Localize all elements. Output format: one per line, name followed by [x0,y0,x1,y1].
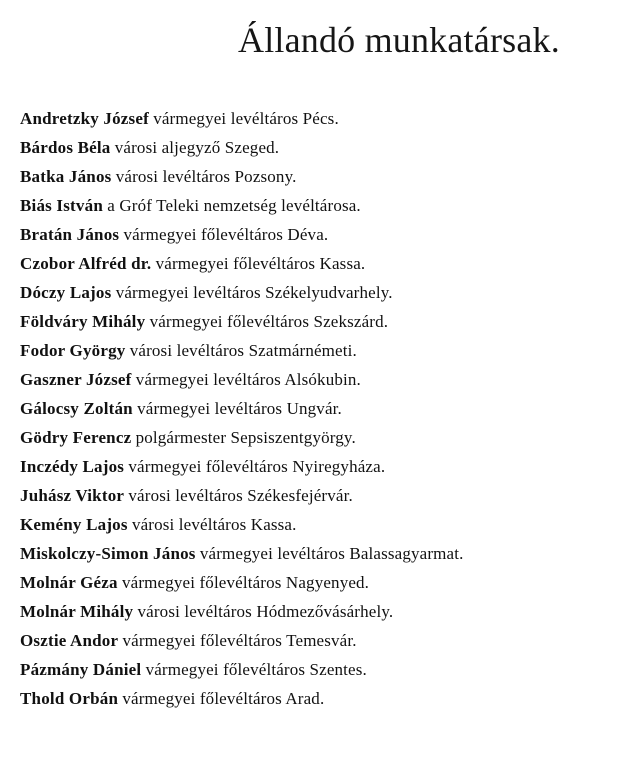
list-item [20,481,632,510]
contributor-name: Gálocsy Zoltán [20,399,133,418]
contributor-name: Fodor György [20,341,126,360]
contributor-role-location: vármegyei levéltáros Alsókubin. [135,370,361,389]
contributor-role-location: vármegyei levéltáros Balassagyarmat. [199,544,464,563]
list-item [20,568,632,597]
list-item [20,162,632,191]
list-item [20,423,632,452]
list-item [20,626,632,655]
contributor-role-location: városi levéltáros Pozsony. [115,167,297,186]
list-item [20,394,632,423]
list-item [20,220,632,249]
list-item [20,278,632,307]
contributors-list [20,104,632,713]
contributor-name: Földváry Mihály [20,312,146,331]
contributor-role-location: vármegyei főlevéltáros Nagyenyed. [121,573,370,592]
contributor-name: Batka János [20,167,112,186]
contributor-role-location: polgármester Sepsiszentgyörgy. [135,428,356,447]
page-title: Állandó munkatársak. [238,20,560,60]
contributor-role-location: vármegyei levéltáros Ungvár. [137,399,342,418]
contributor-name: Juhász Viktor [20,486,125,505]
contributor-name: Thold Orbán [20,689,119,708]
list-item [20,655,632,684]
contributor-name: Andretzky József [20,109,149,128]
contributor-name: Kemény Lajos [20,515,128,534]
contributor-role-location: vármegyei levéltáros Pécs. [153,109,339,128]
contributor-role-location: városi levéltáros Szatmárnémeti. [129,341,357,360]
contributor-role-location: vármegyei levéltáros Székelyudvarhely. [115,283,393,302]
contributor-name: Inczédy Lajos [20,457,125,476]
contributor-role-location: a Gróf Teleki nemzetség levéltárosa. [107,196,361,215]
contributor-role-location: vármegyei főlevéltáros Temesvár. [122,631,357,650]
list-item [20,510,632,539]
list-item [20,249,632,278]
contributor-role-location: városi levéltáros Székesfejérvár. [128,486,353,505]
contributor-name: Biás István [20,196,103,215]
contributor-role-location: városi aljegyző Szeged. [114,138,280,157]
contributor-name: Pázmány Dániel [20,660,142,679]
contributor-name: Dóczy Lajos [20,283,112,302]
contributor-role-location: vármegyei főlevéltáros Nyiregyháza. [128,457,386,476]
contributor-role-location: vármegyei főlevéltáros Szekszárd. [149,312,389,331]
list-item [20,133,632,162]
contributor-name: Bratán János [20,225,120,244]
list-item [20,539,632,568]
contributor-role-location: városi levéltáros Hódmezővásárhely. [137,602,394,621]
list-item [20,684,632,713]
contributor-role-location: vármegyei főlevéltáros Kassa. [155,254,366,273]
contributor-name: Molnár Mihály [20,602,134,621]
list-item [20,597,632,626]
list-item [20,104,632,133]
contributor-role-location: vármegyei főlevéltáros Szentes. [145,660,367,679]
contributor-role-location: városi levéltáros Kassa. [131,515,297,534]
contributor-name: Czobor Alfréd dr. [20,254,152,273]
list-item [20,452,632,481]
contributor-name: Osztie Andor [20,631,119,650]
contributor-name: Gödry Ferencz [20,428,132,447]
list-item [20,191,632,220]
list-item [20,336,632,365]
contributor-name: Gaszner József [20,370,132,389]
contributor-name: Bárdos Béla [20,138,111,157]
contributor-role-location: vármegyei főlevéltáros Arad. [122,689,325,708]
contributor-name: Molnár Géza [20,573,118,592]
contributor-name: Miskolczy-Simon János [20,544,196,563]
list-item [20,307,632,336]
contributor-role-location: vármegyei főlevéltáros Déva. [123,225,329,244]
list-item [20,365,632,394]
